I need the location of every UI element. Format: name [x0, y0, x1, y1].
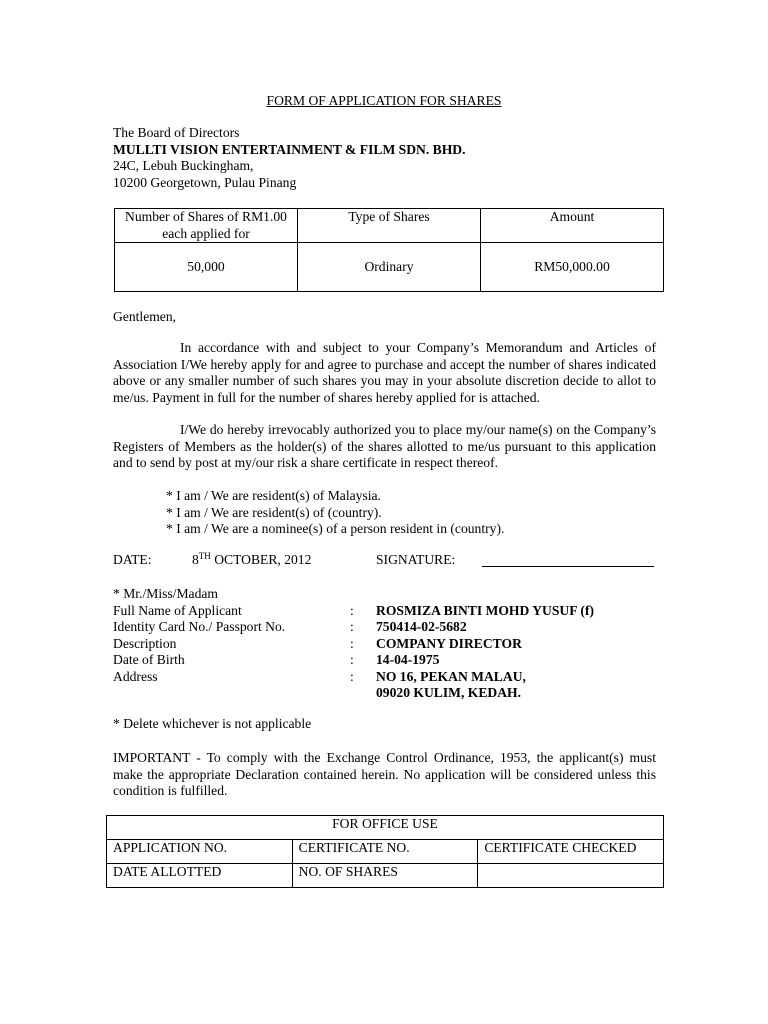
applicant-address-label: Address — [113, 668, 158, 684]
date-day: 8 — [192, 552, 199, 567]
applicant-ic-row — [113, 619, 673, 636]
applicant-ic-label: Identity Card No./ Passport No. — [113, 619, 286, 634]
salutation: Gentlemen, — [113, 309, 177, 324]
applicant-dob-row — [113, 652, 673, 669]
applicant-description-row — [113, 636, 673, 653]
header-type-of-shares: Type of Shares — [298, 209, 481, 243]
address-street: 24C, Lebuh Buckingham, — [113, 158, 254, 173]
signature-label: SIGNATURE: — [376, 552, 456, 567]
date-suffix: TH — [198, 551, 211, 561]
colon: : — [350, 602, 354, 618]
paragraph-authorization-text: I/We do hereby irrevocably authorized you to place my/our name(s) on the Company’s Registers of Members as the holder(s) of the shares allotted to me/us pursuant to this application and to send by post at my/our risk a share certificate in respect thereof. — [113, 422, 656, 470]
cell-amount: RM50,000.00 — [481, 243, 664, 292]
certificate-no-cell: CERTIFICATE NO. — [292, 840, 478, 864]
colon: : — [350, 652, 354, 667]
applicant-ic-value: 750414-02-5682 — [376, 619, 467, 634]
company-name: MULLTI VISION ENTERTAINMENT & FILM SDN. BHD. — [113, 141, 466, 157]
shares-table-row — [115, 243, 664, 292]
office-use-table — [106, 815, 664, 888]
application-no-cell: APPLICATION NO. — [107, 840, 293, 864]
addressee-block — [113, 125, 466, 191]
important-notice: IMPORTANT - To comply with the Exchange Control Ordinance, 1953, the applicant(s) must make the appropriate Declaration contained herein. No application will be considered unless this condition is fulfilled. — [113, 750, 656, 798]
applicant-details — [113, 586, 673, 702]
colon: : — [350, 619, 354, 634]
shares-table-header — [115, 209, 664, 243]
applicant-description-value: COMPANY DIRECTOR — [376, 635, 522, 651]
address-city: 10200 Georgetown, Pulau Pinang — [113, 174, 297, 190]
certificate-checked-cell: CERTIFICATE CHECKED — [478, 840, 664, 864]
applicant-name-row — [113, 603, 673, 620]
office-use-row — [107, 840, 664, 864]
header-number-of-shares: Number of Shares of RM1.00 each applied for — [115, 209, 298, 243]
applicant-description-label: Description — [113, 635, 177, 651]
addressee-line: The Board of Directors — [113, 125, 240, 140]
shares-table — [114, 208, 664, 292]
paragraph-application — [113, 340, 656, 406]
header-amount: Amount — [481, 209, 664, 243]
residency-option: * I am / We are a nominee(s) of a person resident in (country). — [166, 521, 505, 536]
applicant-name-value: ROSMIZA BINTI MOHD YUSUF (f) — [376, 602, 595, 618]
residency-options — [166, 488, 504, 538]
applicant-name-label: Full Name of Applicant — [113, 602, 242, 618]
applicant-dob-value: 14-04-1975 — [376, 652, 440, 667]
colon: : — [350, 635, 354, 651]
paragraph-application-text: In accordance with and subject to your Company’s Memorandum and Articles of Association I/We hereby apply for and agree to purchase and accept the number of shares indicated above or any smaller number of such shares you may in your absolute discretion decide to allot to me/us. Payment in full for the number of shares hereby applied for is attached. — [113, 340, 656, 405]
date-value — [192, 552, 311, 569]
applicant-address-row — [113, 669, 673, 686]
form-title: FORM OF APPLICATION FOR SHARES — [266, 93, 502, 108]
cell-type-of-shares: Ordinary — [298, 243, 481, 292]
delete-note: * Delete whichever is not applicable — [113, 716, 312, 731]
no-of-shares-cell: NO. OF SHARES — [292, 864, 478, 888]
applicant-dob-label: Date of Birth — [113, 652, 185, 667]
date-allotted-cell: DATE ALLOTTED — [107, 864, 293, 888]
paragraph-authorization — [113, 422, 656, 472]
office-use-row — [107, 864, 664, 888]
applicant-address-row-2 — [113, 685, 673, 702]
cell-number-of-shares: 50,000 — [115, 243, 298, 292]
applicant-address-line1: NO 16, PEKAN MALAU, — [376, 668, 526, 684]
title-options: * Mr./Miss/Madam — [113, 586, 218, 601]
colon: : — [350, 668, 354, 684]
residency-option: * I am / We are resident(s) of Malaysia. — [166, 488, 381, 503]
residency-option: * I am / We are resident(s) of (country). — [166, 504, 382, 520]
applicant-address-line2: 09020 KULIM, KEDAH. — [376, 685, 522, 700]
date-label: DATE: — [113, 552, 152, 567]
office-use-empty-cell — [478, 864, 664, 888]
office-use-title: FOR OFFICE USE — [107, 816, 664, 840]
title-options-row — [113, 586, 673, 603]
date-month-year: OCTOBER, 2012 — [210, 552, 312, 567]
signature-field[interactable] — [482, 552, 654, 567]
